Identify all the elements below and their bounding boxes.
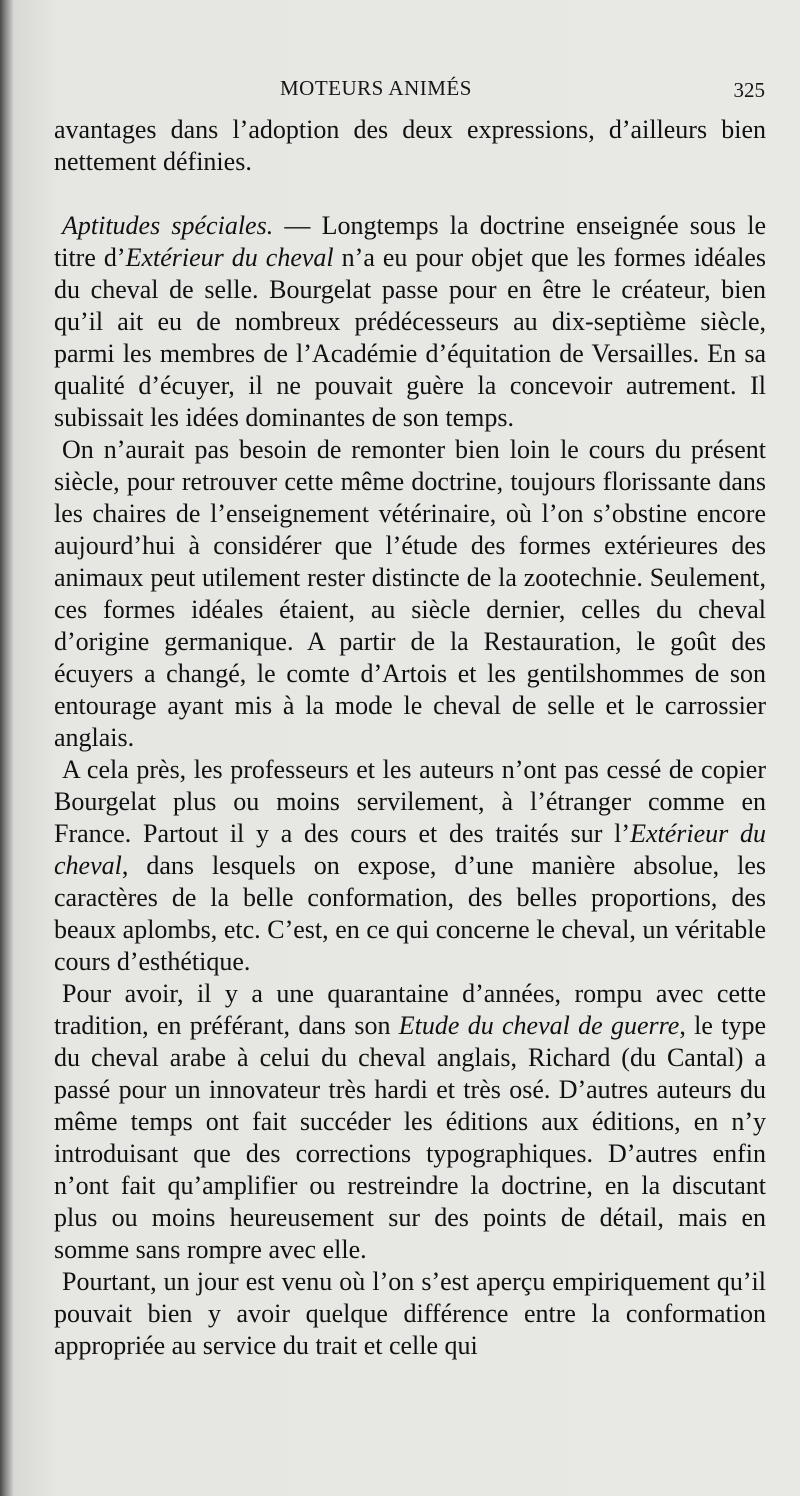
text-segment: , le type du cheval arabe à celui du cheval anglais, Richard (du Cantal) a passé pour un innovateur très hardi et très osé. D’autres auteurs du même temps ont fait succéder les éditions aux éditions, en n’y introduisant que des corrections typographiques. D’autres enfin n’ont fait qu’amplifier ou restreindre la doctrine, en la discutant plus ou moins heureusement sur des points de détail, mais en somme sans rompre avec elle. — [54, 1011, 766, 1264]
paragraph — [54, 434, 766, 754]
paragraph — [54, 1266, 766, 1362]
book-title: Etude du cheval de guerre — [398, 1011, 680, 1040]
book-title: Extérieur du cheval — [54, 819, 767, 880]
text-segment: Pour avoir, il y a une quarantaine d’années, rompu avec cette tradition, en préférant, dans son — [54, 979, 766, 1040]
paragraph — [54, 210, 766, 434]
text-segment: n’a eu pour objet que les formes idéales du cheval de selle. Bourgelat passe pour en être le créateur, bien qu’il ait eu de nombreux prédécesseurs au dix-septième siècle, parmi les membres de l’Académie d’équitation de Versailles. En sa qualité d’écuyer, il ne pouvait guère la concevoir autrement. Il subissait les idées dominantes de son temps. — [54, 243, 767, 432]
running-head: MOTEURS ANIMÉS — [280, 76, 472, 100]
page-number: 325 — [733, 78, 765, 102]
text-segment: — Longtemps la doctrine enseignée sous le titre d’ — [54, 211, 766, 272]
page-header — [60, 72, 765, 106]
paragraph — [54, 114, 766, 178]
section-heading: Aptitudes spéciales. — [62, 211, 274, 240]
text-segment: A cela près, les professeurs et les auteurs n’ont pas cessé de copier Bourgelat plus ou moins servilement, à l’étranger comme en France. Partout il y a des cours et des traités sur l’ — [54, 755, 766, 848]
paragraph — [54, 754, 766, 978]
text-segment: On n’aurait pas besoin de remonter bien loin le cours du présent siècle, pour retrouver cette même doctrine, toujours florissante dans les chaires de l’enseignement vétérinaire, où l’on s’obstine encore aujourd’hui à considérer que l’étude des formes extérieures des animaux peut utilement rester distincte de la zootechnie. Seulement, ces formes idéales étaient, au siècle dernier, celles du cheval d’origine germanique. A partir de la Restauration, le goût des écuyers a changé, le comte d’Artois et les gentilshommes de son entourage ayant mis à la mode le cheval de selle et le carrossier anglais. — [54, 435, 766, 752]
text-segment: Pourtant, un jour est venu où l’on s’est aperçu empiriquement qu’il pouvait bien y avoir quelque différence entre la conformation appropriée au service du trait et celle qui — [54, 1267, 766, 1360]
section-gap — [54, 178, 766, 210]
body-text — [54, 114, 766, 1362]
text-segment: avantages dans l’adoption des deux expressions, d’ailleurs bien nettement définies. — [54, 115, 766, 176]
text-segment: , dans lesquels on expose, d’une manière absolue, les caractères de la belle conformation, des belles proportions, des beaux aplombs, etc. C’est, en ce qui concerne le cheval, un véritable cours d’esthétique. — [54, 851, 766, 976]
paragraph — [54, 978, 766, 1266]
book-title: Extérieur du cheval — [125, 243, 334, 272]
